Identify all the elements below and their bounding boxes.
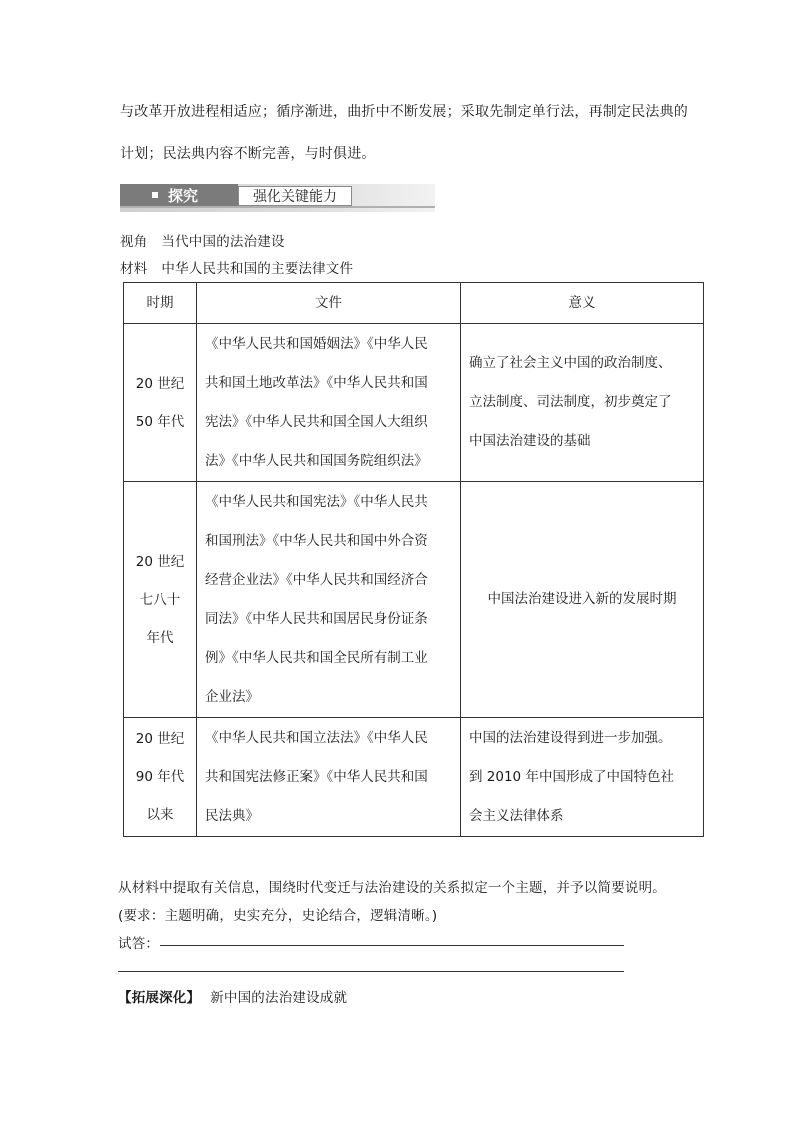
- significance-cell: [461, 482, 704, 718]
- document-line: 《中华人民共和国婚姻法》《中华人民: [205, 335, 428, 352]
- document-line: 经营企业法》《中华人民共和国经济合: [205, 571, 428, 588]
- significance-line: 立法制度、司法制度，初步奠定了: [469, 394, 672, 410]
- period-line: 20 世纪: [135, 731, 185, 747]
- period-cell: [124, 482, 197, 718]
- document-line: 宪法》《中华人民共和国全国人大组织: [205, 413, 428, 430]
- document-line: 例》《中华人民共和国全民所有制工业: [205, 649, 428, 666]
- document-line: 和国刑法》《中华人民共和国中外合资: [205, 532, 428, 549]
- material-line: [120, 257, 353, 277]
- documents-cell: [197, 324, 461, 482]
- document-line: 法》《中华人民共和国国务院组织法》: [205, 452, 428, 469]
- material-label: 材料: [120, 261, 148, 277]
- extension-label: 【拓展深化】: [118, 990, 201, 1006]
- document-line: 共和国土地改革法》《中华人民共和国: [205, 374, 428, 391]
- significance-line: 中国法治建设进入新的发展时期: [487, 591, 677, 607]
- period-cell: [124, 718, 197, 837]
- period-line: 七八十: [139, 591, 181, 608]
- significance-cell: [461, 324, 704, 482]
- documents-cell: [197, 482, 461, 718]
- significance-line: 中国法治建设的基础: [469, 433, 591, 449]
- intro-line-2: 计划；民法典内容不断完善，与时俱进。: [120, 146, 376, 162]
- extension-line: [118, 986, 347, 1006]
- document-line: 《中华人民共和国宪法》《中华人民共: [205, 493, 428, 510]
- table-row: [124, 482, 704, 718]
- period-line: 50 年代: [135, 413, 185, 430]
- period-cell: [124, 324, 197, 482]
- significance-cell: [461, 718, 704, 837]
- answer-line-2[interactable]: [118, 971, 624, 972]
- banner-subtitle: 强化关键能力: [238, 186, 352, 206]
- documents-cell: [197, 718, 461, 837]
- period-line: 20 世纪: [135, 375, 185, 392]
- extension-text: 新中国的法治建设成就: [210, 990, 348, 1006]
- table-row: [124, 718, 704, 837]
- intro-line-1: 与改革开放进程相适应；循序渐进，曲折中不断发展；采取先制定单行法，再制定民法典的: [120, 104, 688, 120]
- significance-line: 会主义法律体系: [469, 807, 564, 824]
- perspective-label: 视角: [120, 234, 148, 250]
- banner-label-block: [120, 184, 238, 206]
- question-line-1: 从材料中提取有关信息，围绕时代变迁与法治建设的关系拟定一个主题，并予以简要说明。: [118, 880, 666, 896]
- perspective-line: [120, 230, 285, 250]
- table-header-row: [124, 283, 704, 324]
- question-line-2: (要求：主题明确，史实充分，史论结合，逻辑清晰。): [118, 908, 438, 924]
- document-line: 共和国宪法修正案》《中华人民共和国: [205, 768, 428, 785]
- period-line: 90 年代: [135, 769, 185, 785]
- material-text: 中华人民共和国的主要法律文件: [161, 261, 354, 277]
- perspective-text: 当代中国的法治建设: [161, 234, 285, 250]
- significance-line: 中国的法治建设得到进一步加强。: [469, 729, 672, 746]
- period-line: 20 世纪: [135, 553, 185, 570]
- answer-line-1[interactable]: [160, 945, 624, 946]
- header-period: 时期: [124, 283, 197, 324]
- period-line: 年代: [146, 629, 174, 646]
- header-significance: 意义: [461, 283, 704, 324]
- document-line: 民法典》: [205, 807, 259, 824]
- period-line: 以来: [146, 807, 174, 823]
- significance-line: 到 2010 年中国形成了中国特色社: [469, 768, 674, 785]
- document-line: 《中华人民共和国立法法》《中华人民: [205, 729, 428, 746]
- square-bullet-icon: [152, 192, 158, 198]
- section-banner: [120, 184, 435, 212]
- law-documents-table: [123, 282, 704, 837]
- table-row: [124, 324, 704, 482]
- document-line: 企业法》: [205, 688, 259, 705]
- banner-label: 探究: [168, 186, 199, 205]
- header-documents: 文件: [197, 283, 461, 324]
- answer-label: 试答：: [118, 936, 160, 952]
- document-line: 同法》《中华人民共和国居民身份证条: [205, 610, 428, 627]
- banner-underline: [120, 206, 435, 208]
- significance-line: 确立了社会主义中国的政治制度、: [469, 355, 672, 371]
